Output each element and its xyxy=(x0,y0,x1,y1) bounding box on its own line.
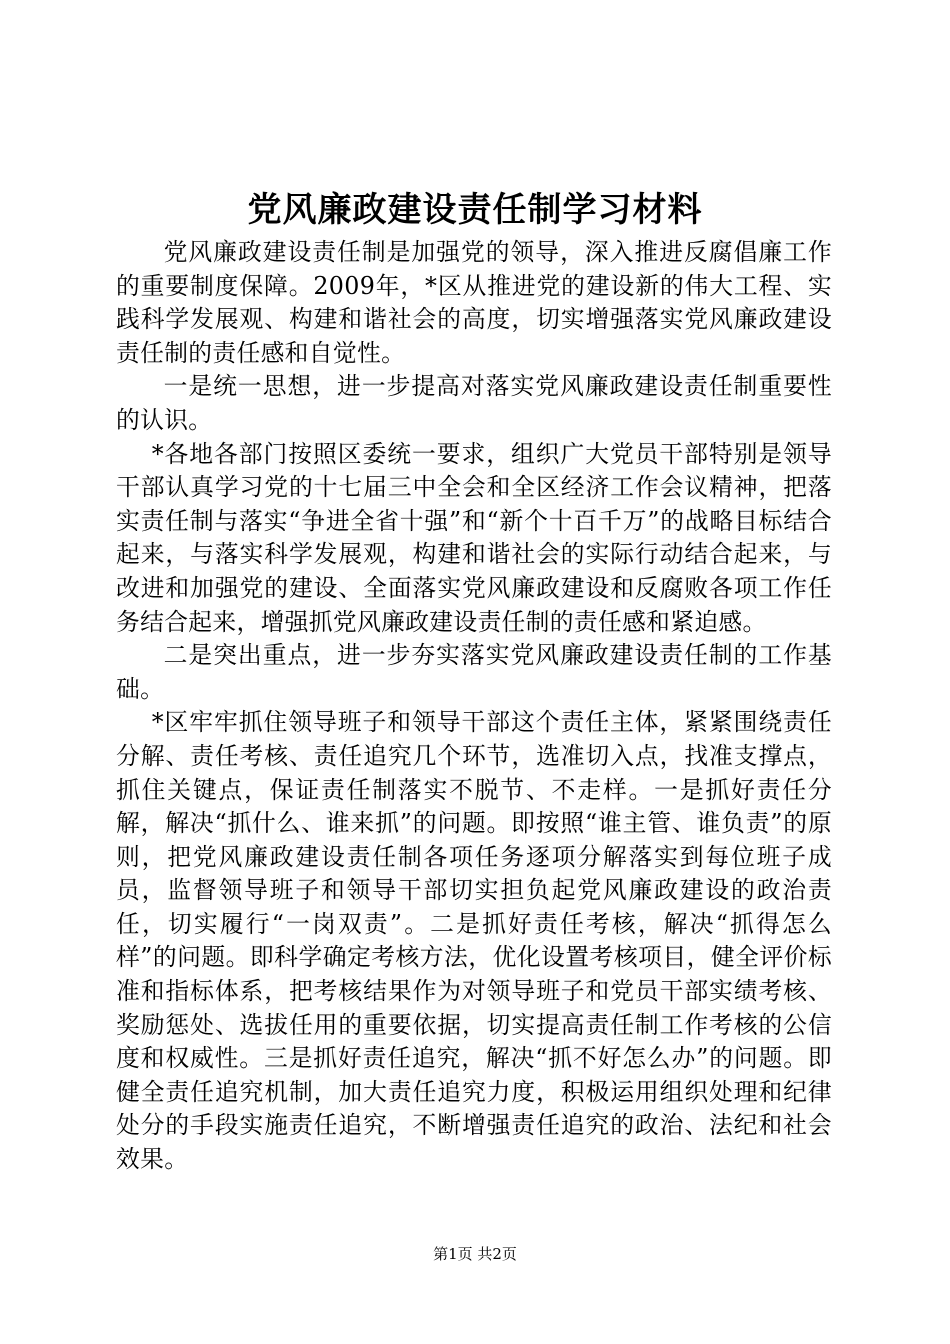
document-body xyxy=(116,236,832,1177)
paragraph-point-one-body: *各地各部门按照区委统一要求，组织广大党员干部特别是领导干部认真学习党的十七届三中全会和全区经济工作会议精神，把落实责任制与落实“争进全省十强”和“新个十百千万”的战略目标结合起来，与落实科学发展观，构建和谐社会的实际行动结合起来，与改进和加强党的建设、全面落实党风廉政建设和反腐败各项工作任务结合起来，增强抓党风廉政建设责任制的责任感和紧迫感。 xyxy=(116,439,832,636)
paragraph-point-two-heading: 二是突出重点，进一步夯实落实党风廉政建设责任制的工作基础。 xyxy=(116,641,832,703)
paragraph-intro: 党风廉政建设责任制是加强党的领导，深入推进反腐倡廉工作的重要制度保障。2009年，*区从推进党的建设新的伟大工程、实践科学发展观、构建和谐社会的高度，切实增强落实党风廉政建设责任制的责任感和自觉性。 xyxy=(116,238,832,367)
page-number-footer: 第1页 共2页 xyxy=(433,1245,517,1263)
document-title: 党风廉政建设责任制学习材料 xyxy=(247,190,703,230)
paragraph-point-one-heading: 一是统一思想，进一步提高对落实党风廉政建设责任制重要性的认识。 xyxy=(116,372,832,434)
paragraph-point-two-body: *区牢牢抓住领导班子和领导干部这个责任主体，紧紧围绕责任分解、责任考核、责任追究几个环节，选准切入点，找准支撑点，抓住关键点，保证责任制落实不脱节、不走样。一是抓好责任分解，解决“抓什么、谁来抓”的问题。即按照“谁主管、谁负责”的原则，把党风廉政建设责任制各项任务逐项分解落实到每位班子成员，监督领导班子和领导干部切实担负起党风廉政建设的政治责任，切实履行“一岗双责”。二是抓好责任考核，解决“抓得怎么样”的问题。即科学确定考核方法，优化设置考核项目，健全评价标准和指标体系，把考核结果作为对领导班子和党员干部实绩考核、奖励惩处、选拔任用的重要依据，切实提高责任制工作考核的公信度和权威性。三是抓好责任追究，解决“抓不好怎么办”的问题。即健全责任追究机制，加大责任追究力度，积极运用组织处理和纪律处分的手段实施责任追究，不断增强责任追究的政治、法纪和社会效果。 xyxy=(116,708,832,1174)
